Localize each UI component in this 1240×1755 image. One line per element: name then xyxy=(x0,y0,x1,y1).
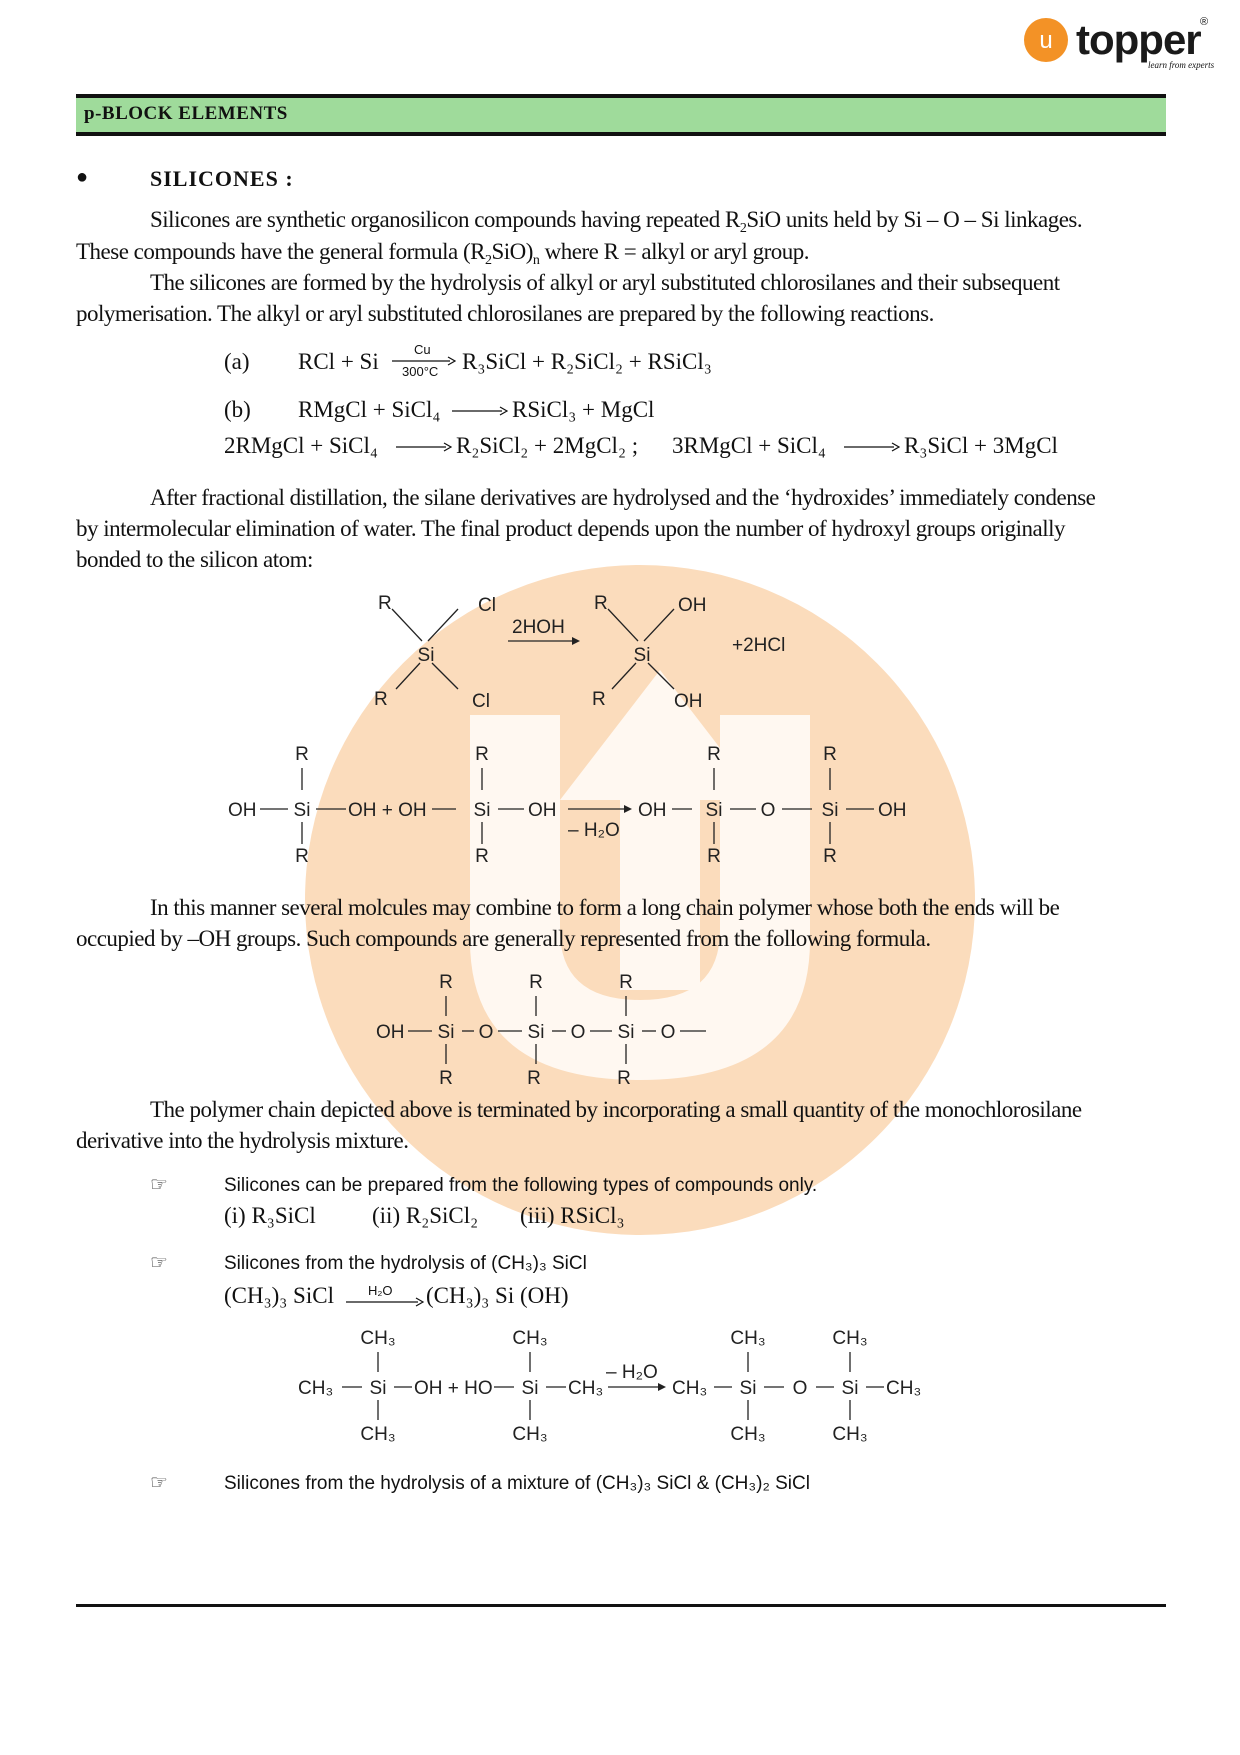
atom-si: Si xyxy=(821,800,839,821)
atom-si: Si xyxy=(705,800,723,821)
atom-r: R xyxy=(617,1068,631,1089)
atom-r: R xyxy=(475,846,489,867)
reaction-rhs: (CH₃)₃ Si (OH) xyxy=(426,1283,569,1308)
section-title: SILICONES : xyxy=(150,166,294,191)
minus-water-label: – H₂O xyxy=(568,820,620,841)
atom-r: R xyxy=(707,846,721,867)
paragraph-line: After fractional distillation, the silane derivatives are hydrolysed and the ‘hydroxides’ immediately condense xyxy=(150,485,1096,510)
compound-item: (ii) R₂SiCl₂ xyxy=(372,1203,479,1228)
atom-r: R xyxy=(594,593,608,614)
paragraph-line: In this manner several molcules may combine to form a long chain polymer whose both the ends will be xyxy=(150,895,1060,920)
compound-item: (i) R₃SiCl xyxy=(224,1203,316,1228)
atom-oh: OH xyxy=(228,800,257,821)
paragraph-line: polymerisation. The alkyl or aryl substituted chlorosilanes are prepared by the following reactions. xyxy=(76,301,934,326)
reaction-arrow xyxy=(346,1283,426,1313)
pointing-hand-icon: ☞ xyxy=(150,1252,168,1274)
arrow-top-label: H₂O xyxy=(368,1283,393,1298)
group-ch3: CH₃ xyxy=(512,1424,548,1445)
reaction-lhs: RCl + Si xyxy=(298,349,379,374)
arrow-top-label: Cu xyxy=(414,342,431,357)
group-ch3: CH₃ xyxy=(512,1328,548,1349)
group-ch3: CH₃ xyxy=(360,1424,396,1445)
arrow-icon xyxy=(452,405,508,417)
group-ch3: CH₃ xyxy=(568,1378,604,1399)
atom-oh: OH xyxy=(638,800,667,821)
paragraph-line: by intermolecular elimination of water. The final product depends upon the number of hydroxyl groups originally xyxy=(76,516,1066,541)
atom-r: R xyxy=(378,593,392,614)
atom-cl: Cl xyxy=(478,595,496,616)
paragraph-line: The polymer chain depicted above is terminated by incorporating a small quantity of the monochlorosilane xyxy=(150,1097,1082,1122)
atom-r: R xyxy=(592,689,606,710)
paragraph-line: Silicones are synthetic organosilicon compounds having repeated $R_2SiO$ units held by Si – O – Si linkages. xyxy=(150,207,1083,236)
brand-circle-icon xyxy=(1022,16,1070,64)
paragraph-line: derivative into the hydrolysis mixture. xyxy=(76,1128,409,1153)
atom-o: O xyxy=(478,1022,494,1043)
footer-rule xyxy=(76,1604,1166,1607)
atom-si: Si xyxy=(417,645,435,666)
pointing-hand-icon: ☞ xyxy=(150,1472,168,1494)
reaction-rhs: R₃SiCl + R₂SiCl₂ + RSiCl₃ xyxy=(462,349,712,374)
atom-r: R xyxy=(823,846,837,867)
plus-label: OH + HO xyxy=(414,1378,493,1399)
note-text: Silicones from the hydrolysis of (CH₃)₃ SiCl xyxy=(224,1253,587,1274)
paragraph-line: bonded to the silicon atom: xyxy=(76,547,313,572)
group-ch3: CH₃ xyxy=(298,1378,334,1399)
brand-name: topper xyxy=(1076,16,1201,63)
atom-o: O xyxy=(660,1022,676,1043)
atom-cl: Cl xyxy=(472,691,490,712)
atom-r: R xyxy=(295,846,309,867)
reaction-label: (b) xyxy=(224,397,251,422)
atom-r: R xyxy=(374,689,388,710)
note-text: Silicones from the hydrolysis of a mixture of (CH₃)₃ SiCl & (CH₃)₂ SiCl xyxy=(224,1473,810,1494)
note-text: Silicones can be prepared from the following types of compounds only. xyxy=(224,1175,818,1196)
paragraph-line: These compounds have the general formula $(R_2SiO)_n$ where R = alkyl or aryl group. xyxy=(76,239,809,268)
brand-logo xyxy=(1022,16,1215,76)
atom-oh: OH xyxy=(674,691,703,712)
reaction-rhs: R₃SiCl + 3MgCl xyxy=(904,433,1058,458)
group-ch3: CH₃ xyxy=(360,1328,396,1349)
hydrolysis-diagram xyxy=(360,585,820,720)
plus-label: OH + OH xyxy=(348,800,427,821)
atom-oh: OH xyxy=(878,800,907,821)
compound-item: (iii) RSiCl₃ xyxy=(520,1203,625,1228)
arrow-bottom-label: 300°C xyxy=(402,364,439,379)
atom-o: O xyxy=(792,1378,808,1399)
reagent-label: 2HOH xyxy=(512,617,565,638)
atom-si: Si xyxy=(369,1378,387,1399)
chapter-header xyxy=(76,94,1166,136)
atom-r: R xyxy=(295,744,309,765)
atom-r: R xyxy=(823,744,837,765)
atom-si: Si xyxy=(633,645,651,666)
condensation-diagram xyxy=(220,738,940,868)
arrow-icon xyxy=(844,441,900,453)
reaction-lhs: (CH₃)₃ SiCl xyxy=(224,1283,334,1308)
atom-si: Si xyxy=(739,1378,757,1399)
atom-r: R xyxy=(439,972,453,993)
polymer-chain-diagram xyxy=(370,968,720,1093)
reaction-label: (a) xyxy=(224,349,250,374)
brand-tagline: learn from experts xyxy=(1148,60,1215,70)
atom-r: R xyxy=(475,744,489,765)
atom-o: O xyxy=(760,800,776,821)
reaction-arrow xyxy=(392,342,456,378)
registered-mark: ® xyxy=(1200,16,1209,28)
bullet-icon: ● xyxy=(76,166,89,188)
paragraph-line: occupied by –OH groups. Such compounds are generally represented from the following formula. xyxy=(76,926,931,951)
atom-r: R xyxy=(439,1068,453,1089)
group-ch3: CH₃ xyxy=(832,1328,868,1349)
svg-text:u: u xyxy=(1039,27,1053,54)
paragraph-line: The silicones are formed by the hydrolysis of alkyl or aryl substituted chlorosilanes and their subsequent xyxy=(150,270,1060,295)
reaction-rhs: R₂SiCl₂ + 2MgCl₂ ; xyxy=(456,433,639,458)
reaction-lhs: RMgCl + SiCl₄ xyxy=(298,397,441,422)
atom-si: Si xyxy=(293,800,311,821)
group-ch3: CH₃ xyxy=(832,1424,868,1445)
minus-water-label: – H₂O xyxy=(606,1362,658,1383)
reaction-lhs: 2RMgCl + SiCl₄ xyxy=(224,433,378,458)
atom-si: Si xyxy=(841,1378,859,1399)
byproduct-label: +2HCl xyxy=(732,635,786,656)
atom-si: Si xyxy=(617,1022,635,1043)
atom-r: R xyxy=(527,1068,541,1089)
atom-oh: OH xyxy=(528,800,557,821)
atom-r: R xyxy=(529,972,543,993)
atom-r: R xyxy=(707,744,721,765)
atom-oh: OH xyxy=(678,595,707,616)
reaction-rhs: RSiCl₃ + MgCl xyxy=(512,397,655,422)
group-ch3: CH₃ xyxy=(672,1378,708,1399)
arrow-icon xyxy=(396,441,452,453)
siloxane-condensation-diagram xyxy=(290,1322,950,1450)
atom-si: Si xyxy=(437,1022,455,1043)
group-ch3: CH₃ xyxy=(886,1378,922,1399)
atom-o: O xyxy=(570,1022,586,1043)
atom-si: Si xyxy=(521,1378,539,1399)
atom-si: Si xyxy=(527,1022,545,1043)
group-ch3: CH₃ xyxy=(730,1424,766,1445)
atom-oh: OH xyxy=(376,1022,405,1043)
reaction-lhs: 3RMgCl + SiCl₄ xyxy=(672,433,826,458)
atom-r: R xyxy=(619,972,633,993)
atom-si: Si xyxy=(473,800,491,821)
pointing-hand-icon: ☞ xyxy=(150,1174,168,1196)
chapter-title: p-BLOCK ELEMENTS xyxy=(84,103,288,124)
group-ch3: CH₃ xyxy=(730,1328,766,1349)
